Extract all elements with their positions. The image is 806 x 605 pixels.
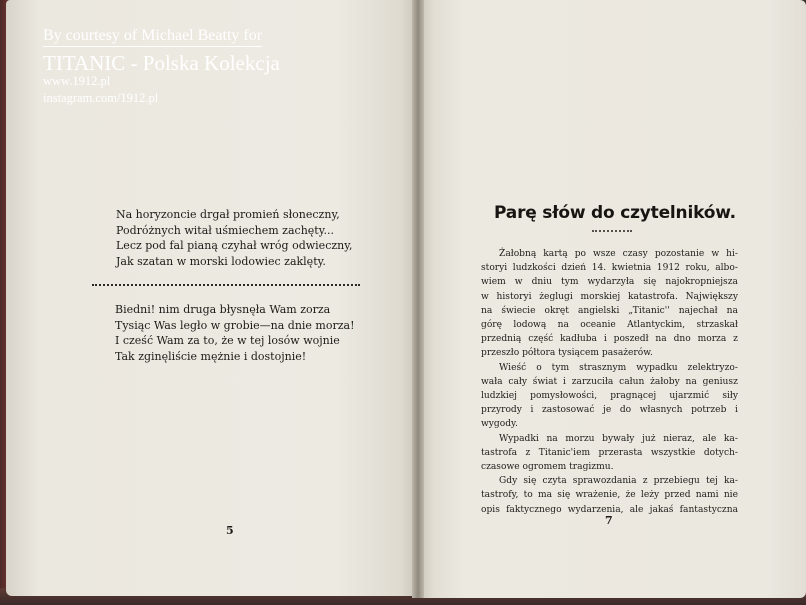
- body-line: Żałobną kartą po wsze czasy pozostanie w hi-: [499, 249, 738, 259]
- body-line: opis faktycznego wydarzenia, ale jakaś fantastyczna: [481, 504, 738, 515]
- body-line: czasowe ogromem tragizmu.: [481, 462, 614, 473]
- dotted-separator: [92, 284, 360, 286]
- left-page: [6, 0, 418, 596]
- poem-line: Tysiąc Was legło w grobie—na dnie morza!: [115, 318, 355, 332]
- watermark-courtesy: By courtesy of Michael Beatty for: [43, 27, 262, 47]
- poem-stanza-1: [116, 207, 352, 269]
- book-gutter: [412, 0, 424, 598]
- page-number-left: 5: [226, 524, 234, 537]
- poem-line: Lecz pod fal pianą czyhał wróg odwieczny,: [116, 239, 353, 252]
- body-line: ludzkiej pomysłowości, pragnącej ujarzmić siły: [481, 391, 738, 402]
- watermark-instagram: instagram.com/1912.pl: [43, 91, 159, 105]
- body-line: na świecie okręt angielski „Titanic'' najechał na: [481, 305, 738, 316]
- body-line: przednią część kadłuba i poszedł na dno morza z: [481, 334, 738, 345]
- body-line: tastrofy, to ma się wrażenie, że leży przed nami nie: [481, 490, 738, 501]
- body-line: wygody.: [481, 419, 518, 430]
- body-line: górę lodową na oceanie Atlantyckim, strzaskał: [481, 320, 738, 331]
- body-text: [481, 247, 738, 517]
- body-line: Wieść o tym strasznym wypadku zelektryzo-: [499, 362, 738, 373]
- poem-line: Na horyzoncie drgał promień słoneczny,: [116, 208, 340, 221]
- poem-line: Tak zginęliście mężnie i dostojnie!: [115, 349, 307, 363]
- body-line: Gdy się czyta sprawozdania z przebiegu tej ka-: [499, 476, 738, 487]
- page-heading: Parę słów do czytelników.: [494, 203, 736, 223]
- body-line: storyi ludzkości dzień 14. kwietnia 1912 roku, albo-: [481, 263, 738, 274]
- heading-rule: [592, 230, 632, 232]
- page-number-right: 7: [605, 514, 613, 527]
- body-line: tastrofa z Titanic'iem przerasta wszystkie dotych-: [481, 447, 738, 458]
- body-line: Wypadki na morzu bywały już nieraz, ale ka-: [499, 433, 738, 444]
- poem-line: Podróżnych witał uśmiechem zachęty...: [116, 223, 334, 237]
- body-line: w historyi żeglugi morskiej katastrofa. Największy: [481, 291, 738, 302]
- body-line: przeszło półtora tysiącem pasażerów.: [481, 348, 653, 359]
- watermark-website: www.1912.pl: [43, 74, 111, 88]
- watermark-title: TITANIC - Polska Kolekcja: [43, 51, 280, 75]
- poem-line: I cześć Wam za to, że w tej losów wojnie: [115, 334, 340, 347]
- body-line: przyrody i zastosować je do własnych potrzeb i: [481, 405, 738, 416]
- poem-line: Biedni! nim druga błysnęła Wam zorza: [115, 303, 331, 316]
- poem-stanza-2: [115, 302, 355, 364]
- body-line: wiem w dniu tym wydarzyła się najokropniejsza: [481, 277, 738, 288]
- body-line: wała cały świat i zarzuciła całun żałoby na geniusz: [481, 376, 738, 387]
- poem-line: Jak szatan w morski lodowiec zaklęty.: [116, 254, 326, 268]
